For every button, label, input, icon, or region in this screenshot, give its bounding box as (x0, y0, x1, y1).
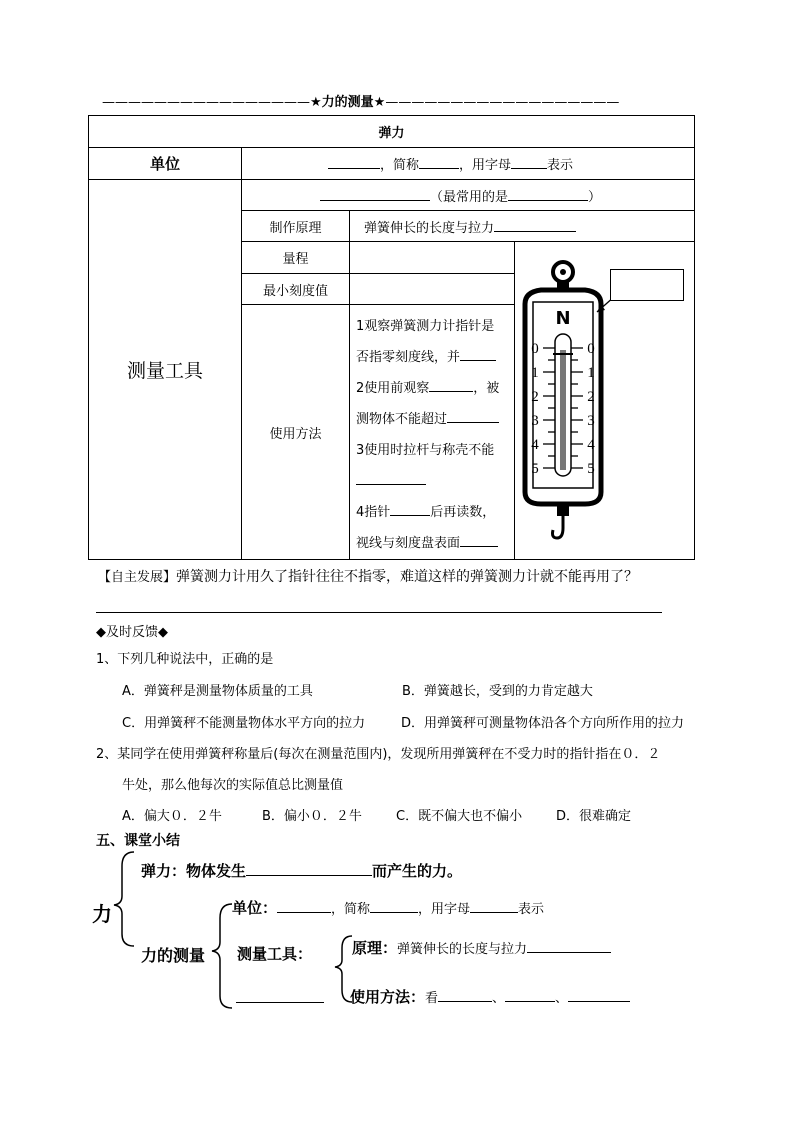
blank-field[interactable] (356, 470, 426, 485)
summary-tool-label: 测量工具： (237, 945, 313, 963)
blank-field[interactable] (494, 217, 576, 232)
option-a[interactable]: A．偏大０．２牛 (122, 809, 222, 824)
blank-field[interactable] (470, 898, 518, 913)
blank-field[interactable] (390, 501, 430, 516)
scale-number-left: 1 (531, 365, 539, 381)
self-development-label: 【自主发展】 (98, 570, 177, 585)
spring-scale-figure-cell (515, 242, 695, 560)
blank-field[interactable] (320, 186, 430, 201)
scale-unit-letter: N (555, 308, 571, 329)
blank-field[interactable] (277, 898, 331, 913)
tool-text: ） (588, 189, 602, 205)
answer-line[interactable] (96, 612, 662, 613)
elastic-force-table (88, 115, 695, 560)
range-label: 量程 (242, 242, 350, 274)
self-development-text: 弹簧测力计用久了指针往往不指零，难道这样的弹簧测力计就不能再用了？ (176, 569, 639, 585)
self-development (98, 566, 758, 586)
option-c[interactable]: C．既不偏大也不偏小 (396, 809, 523, 824)
blank-field[interactable] (328, 154, 380, 169)
scale-number-left: 4 (531, 437, 539, 453)
summary-heading: 五、课堂小结 (96, 833, 180, 849)
summary-measure: 力的测量 (141, 946, 206, 965)
unit-label: 单位 (89, 148, 242, 180)
scale-number-right: 2 (587, 389, 595, 405)
star-icon: ★ (310, 95, 322, 110)
method-line: 测物体不能超过 (356, 404, 508, 435)
summary-force: 力 (92, 902, 112, 926)
blank-field[interactable] (460, 346, 496, 361)
option-c[interactable]: C．用弹簧秤不能测量物体水平方向的拉力 (122, 716, 366, 731)
blank-field[interactable] (370, 898, 418, 913)
scale-label-box[interactable] (610, 269, 684, 301)
scale-number-left: 0 (531, 341, 539, 357)
blank-field[interactable] (511, 154, 547, 169)
blank-field[interactable] (419, 154, 459, 169)
method-line: 视线与刻度盘表面 (356, 528, 508, 559)
unit-row (242, 148, 695, 180)
range-value[interactable] (350, 242, 515, 274)
summary-unit: 单位： ，简称 ，用字母 表示 (232, 899, 545, 917)
method-line: 2使用前观察 ，被 (356, 373, 508, 404)
page-title: 力的测量 (321, 95, 374, 110)
blank-field[interactable] (447, 408, 499, 423)
method-label: 使用方法 (242, 305, 350, 560)
scale-number-left: 3 (531, 413, 539, 429)
principle-cell (350, 211, 695, 242)
blank-field[interactable] (246, 861, 372, 876)
blank-field[interactable] (505, 987, 555, 1002)
question-2: 2、某同学在使用弹簧秤称量后(每次在测量范围内)，发现所用弹簧秤在不受力时的指针指在０．２ (96, 747, 661, 762)
option-b[interactable]: B．偏小０．２牛 (262, 809, 362, 824)
principle-text: 弹簧伸长的长度与拉力 (364, 220, 495, 236)
header-dashes-left: ———————————————— (102, 95, 310, 110)
method-line: 1观察弹簧测力计指针是 (356, 319, 495, 334)
method-line: 否指零刻度线，并 (356, 342, 508, 373)
scale-number-left: 5 (531, 461, 539, 477)
tool-text: （最常用的是 (430, 189, 509, 205)
question-2-continued: 牛处，那么他每次的实际值总比测量值 (122, 778, 344, 793)
option-d[interactable]: D．用弹簧秤可测量物体沿各个方向所作用的拉力 (401, 716, 685, 731)
principle-label: 制作原理 (242, 211, 350, 242)
scale-number-right: 4 (587, 437, 595, 453)
scale-number-left: 2 (531, 389, 539, 405)
method-cell (350, 305, 515, 560)
unit-text: ，用字母 (459, 158, 512, 173)
summary-principle: 原理：弹簧伸长的长度与拉力 (352, 937, 611, 958)
scale-number-right: 5 (587, 461, 595, 477)
method-line: 4指针 后再读数， (356, 497, 508, 528)
min-scale-value[interactable] (350, 274, 515, 305)
table-title: 弹力 (89, 116, 695, 148)
question-1: 1、下列几种说法中，正确的是 (96, 652, 274, 667)
scale-number-right: 0 (587, 341, 595, 357)
header-dashes-right: —————————————————— (385, 95, 620, 110)
method-line: 3使用时拉杆与称壳不能 (356, 443, 495, 458)
scale-number-right: 3 (587, 413, 595, 429)
blank-field[interactable] (508, 186, 588, 201)
blank-field[interactable] (568, 987, 630, 1002)
star-icon: ★ (373, 95, 386, 110)
blank-field[interactable] (236, 1002, 324, 1003)
tool-label: 测量工具 (89, 180, 242, 560)
blank-field[interactable] (438, 987, 492, 1002)
summary-usage: 使用方法：看 、 、 (350, 986, 630, 1007)
unit-text: 表示 (547, 158, 574, 173)
feedback-title: ◆及时反馈◆ (96, 625, 168, 640)
option-d[interactable]: D．很难确定 (556, 809, 632, 824)
feedback-section (96, 622, 168, 644)
scale-number-right: 1 (587, 365, 595, 381)
blank-field[interactable] (527, 938, 611, 953)
method-line (356, 466, 508, 497)
unit-text: ，简称 (380, 158, 420, 173)
option-b[interactable]: B．弹簧越长，受到的力肯定越大 (402, 684, 593, 699)
blank-field[interactable] (460, 532, 498, 547)
blank-field[interactable] (429, 377, 473, 392)
option-a[interactable]: A．弹簧秤是测量物体质量的工具 (122, 684, 313, 699)
min-scale-label: 最小刻度值 (242, 274, 350, 305)
summary-elastic: 弹力：物体发生 而产生的力。 (141, 862, 463, 880)
tool-row (242, 180, 695, 211)
worksheet-header (102, 94, 702, 112)
